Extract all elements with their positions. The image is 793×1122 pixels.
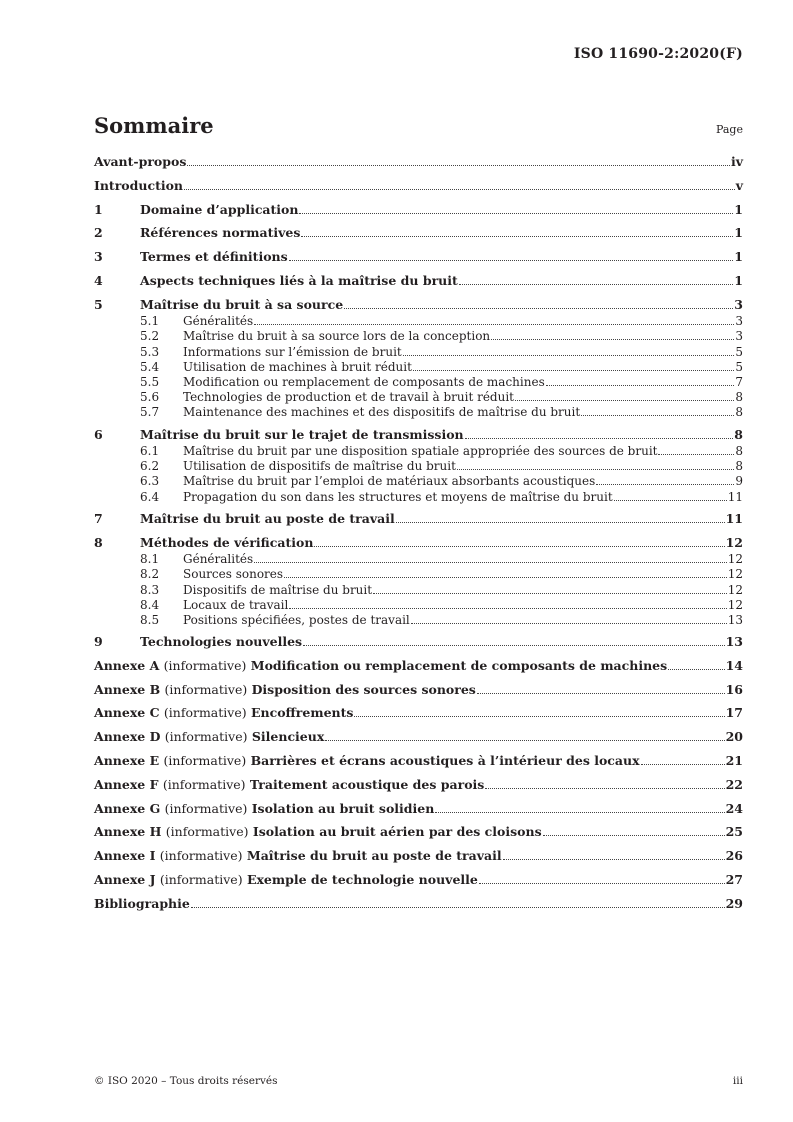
dot-leader — [301, 236, 733, 237]
dot-leader — [641, 764, 725, 765]
toc-section-4[interactable] — [94, 273, 743, 297]
annex-type: (informative) — [162, 776, 246, 792]
toc-section-7[interactable] — [94, 511, 743, 535]
annex-type: (informative) — [164, 681, 248, 697]
dot-leader — [543, 835, 725, 836]
subsection-number: 6.4 — [140, 489, 160, 504]
toc-subsection-6-4[interactable] — [94, 490, 743, 511]
subsection-page: 13 — [727, 612, 743, 627]
subsection-page: 9 — [735, 474, 743, 489]
section-title: Technologies nouvelles — [140, 634, 303, 650]
dot-leader — [254, 562, 727, 563]
toc-entry-page: iv — [730, 154, 743, 169]
toc-subsection-8-5[interactable] — [94, 613, 743, 634]
subsection-number: 6.1 — [140, 444, 160, 459]
dot-leader — [254, 324, 734, 325]
subsection-title: Utilisation de dispositifs de maîtrise du bruit — [183, 459, 456, 474]
section-title: Méthodes de vérification — [140, 534, 314, 550]
annex-name: Annexe G — [94, 800, 161, 816]
title-row — [94, 113, 743, 138]
subsection-page: 12 — [727, 582, 743, 597]
subsection-title: Généralités — [183, 314, 254, 329]
section-number: 4 — [94, 272, 103, 288]
section-number: 5 — [94, 296, 103, 312]
annex-label — [94, 753, 640, 768]
annex-page: 27 — [725, 872, 743, 888]
toc-entry-label: Introduction — [94, 177, 184, 193]
annex-name: Annexe J — [94, 872, 156, 888]
annex-name: Annexe B — [94, 681, 161, 697]
annex-page: 16 — [725, 681, 743, 697]
annex-name: Annexe D — [94, 729, 161, 745]
subsection-page: 12 — [727, 597, 743, 612]
annex-label — [94, 729, 324, 744]
toc-section-3[interactable] — [94, 249, 743, 273]
annex-name: Annexe H — [94, 824, 162, 840]
annex-label — [94, 848, 502, 863]
annex-name: Annexe E — [94, 753, 160, 769]
annex-label — [94, 777, 484, 792]
toc-subsection-5-7[interactable] — [94, 405, 743, 426]
subsection-number: 6.2 — [140, 459, 160, 474]
section-number: 9 — [94, 634, 103, 650]
subsection-page: 8 — [735, 459, 743, 474]
annex-name: Annexe F — [94, 776, 159, 792]
annex-type: (informative) — [159, 872, 243, 888]
toc-entry-label: Avant-propos — [94, 154, 187, 169]
annex-type: (informative) — [163, 657, 247, 673]
dot-leader — [344, 308, 733, 309]
subsection-title: Généralités — [183, 552, 254, 567]
annex-page: 14 — [725, 657, 743, 673]
subsection-page: 8 — [735, 390, 743, 405]
dot-leader — [668, 669, 724, 670]
toc-section-5[interactable] — [94, 297, 743, 315]
annex-label — [94, 705, 353, 720]
toc-section-8[interactable] — [94, 535, 743, 553]
annex-title: Modification ou remplacement de composants de machines — [250, 657, 668, 673]
toc-section-1[interactable] — [94, 202, 743, 226]
annex-name: Annexe C — [94, 705, 160, 721]
toc-entry[interactable] — [94, 154, 743, 178]
dot-leader — [581, 415, 734, 416]
toc-annex-f[interactable] — [94, 777, 743, 801]
dot-leader — [658, 454, 734, 455]
annex-page: 25 — [725, 824, 743, 840]
section-title: Maîtrise du bruit au poste de travail — [140, 510, 395, 526]
dot-leader — [325, 740, 724, 741]
subsection-title: Maîtrise du bruit par l’emploi de matériaux absorbants acoustiques — [183, 474, 596, 489]
toc-subsection-8-3[interactable] — [94, 583, 743, 598]
section-title: Maîtrise du bruit à sa source — [140, 296, 344, 312]
toc-annex-i[interactable] — [94, 848, 743, 872]
dot-leader — [457, 469, 734, 470]
toc-subsection-5-3[interactable] — [94, 345, 743, 360]
footer — [94, 1075, 743, 1087]
annex-title: Encoffrements — [250, 705, 354, 721]
section-title: Aspects techniques liés à la maîtrise du bruit — [140, 272, 458, 288]
dot-leader — [459, 284, 734, 285]
dot-leader — [411, 623, 727, 624]
section-page: 1 — [734, 201, 743, 217]
toc-subsection-6-2[interactable] — [94, 459, 743, 474]
toc-annex-g[interactable] — [94, 801, 743, 825]
page-title: Sommaire — [94, 113, 214, 138]
dot-leader — [479, 883, 725, 884]
dot-leader — [373, 593, 727, 594]
subsection-title: Locaux de travail — [183, 597, 289, 612]
toc-subsection-5-5[interactable] — [94, 375, 743, 390]
toc-annex-d[interactable] — [94, 729, 743, 753]
dot-leader — [284, 577, 727, 578]
dot-leader — [289, 608, 726, 609]
subsection-page: 8 — [735, 405, 743, 420]
toc-subsection-8-4[interactable] — [94, 598, 743, 613]
annex-title: Barrières et écrans acoustiques à l’intérieur des locaux — [250, 753, 640, 769]
dot-leader — [396, 522, 725, 523]
subsection-page: 3 — [735, 329, 743, 344]
toc-annex-b[interactable] — [94, 682, 743, 706]
annex-page: 26 — [725, 848, 743, 864]
subsection-number: 8.4 — [140, 597, 160, 612]
subsection-title: Maîtrise du bruit à sa source lors de la conception — [183, 329, 491, 344]
toc-section-6[interactable] — [94, 427, 743, 445]
toc-annex-e[interactable] — [94, 753, 743, 777]
dot-leader — [191, 907, 725, 908]
dot-leader — [289, 260, 734, 261]
section-page: 1 — [734, 225, 743, 241]
annex-title: Isolation au bruit aérien par des cloisons — [252, 824, 542, 840]
section-number: 8 — [94, 534, 103, 550]
subsection-page: 11 — [727, 489, 743, 504]
section-page: 13 — [725, 634, 743, 650]
section-page: 3 — [734, 296, 743, 312]
subsection-number: 8.3 — [140, 582, 160, 597]
subsection-number: 5.6 — [140, 390, 160, 405]
annex-type: (informative) — [163, 705, 247, 721]
annex-type: (informative) — [165, 824, 249, 840]
annex-title: Silencieux — [251, 729, 325, 745]
toc-annex-c[interactable] — [94, 705, 743, 729]
subsection-title: Technologies de production et de travail à bruit réduit — [183, 390, 515, 405]
toc-subsection-5-1[interactable] — [94, 314, 743, 329]
dot-leader — [435, 812, 724, 813]
dot-leader — [546, 385, 735, 386]
dot-leader — [413, 370, 734, 371]
subsection-page: 12 — [727, 552, 743, 567]
subsection-title: Dispositifs de maîtrise du bruit — [183, 582, 373, 597]
dot-leader — [614, 500, 727, 501]
dot-leader — [465, 438, 734, 439]
section-number: 6 — [94, 426, 103, 442]
section-number: 1 — [94, 201, 103, 217]
annex-name: Annexe A — [94, 657, 160, 673]
annex-label — [94, 682, 476, 697]
dot-leader — [403, 355, 735, 356]
footer-page-number: iii — [732, 1075, 743, 1087]
annex-type: (informative) — [164, 800, 248, 816]
toc-subsection-8-2[interactable] — [94, 567, 743, 582]
dot-leader — [354, 716, 724, 717]
section-title: Références normatives — [140, 225, 301, 241]
annex-label — [94, 801, 434, 816]
annex-page: 17 — [725, 705, 743, 721]
annex-title: Traitement acoustique des parois — [249, 776, 485, 792]
annex-title: Disposition des sources sonores — [251, 681, 476, 697]
document-identifier: ISO 11690-2:2020(F) — [573, 46, 743, 62]
subsection-number: 8.1 — [140, 552, 160, 567]
toc-subsection-8-1[interactable] — [94, 552, 743, 567]
subsection-title: Informations sur l’émission de bruit — [183, 344, 402, 359]
annex-page: 21 — [725, 753, 743, 769]
section-number: 7 — [94, 510, 103, 526]
subsection-title: Propagation du son dans les structures et moyens de maîtrise du bruit — [183, 489, 613, 504]
toc-annex-h[interactable] — [94, 824, 743, 848]
section-title: Maîtrise du bruit sur le trajet de transmission — [140, 426, 464, 442]
annex-label — [94, 872, 478, 887]
subsection-title: Modification ou remplacement de composants de machines — [183, 375, 545, 390]
table-of-contents — [94, 154, 743, 920]
annex-type: (informative) — [159, 848, 243, 864]
annex-page: 24 — [725, 800, 743, 816]
toc-entry-label: Bibliographie — [94, 895, 190, 911]
toc-subsection-5-2[interactable] — [94, 329, 743, 344]
section-number: 3 — [94, 249, 103, 265]
subsection-number: 8.2 — [140, 567, 160, 582]
subsection-page: 3 — [735, 314, 743, 329]
subsection-page: 5 — [735, 344, 743, 359]
subsection-title: Maintenance des machines et des dispositifs de maîtrise du bruit — [183, 405, 581, 420]
copyright-notice: © ISO 2020 – Tous droits réservés — [94, 1075, 278, 1087]
annex-title: Exemple de technologie nouvelle — [246, 872, 478, 888]
section-page: 11 — [725, 510, 743, 526]
dot-leader — [314, 546, 724, 547]
subsection-number: 5.7 — [140, 405, 160, 420]
subsection-page: 5 — [735, 359, 743, 374]
page-column-label: Page — [715, 123, 743, 136]
section-page: 1 — [734, 249, 743, 265]
dot-leader — [485, 788, 724, 789]
dot-leader — [596, 484, 734, 485]
toc-subsection-5-4[interactable] — [94, 360, 743, 375]
subsection-page: 7 — [735, 375, 743, 390]
toc-subsection-5-6[interactable] — [94, 390, 743, 405]
subsection-number: 5.4 — [140, 359, 160, 374]
toc-section-9[interactable] — [94, 634, 743, 658]
annex-title: Isolation au bruit solidien — [251, 800, 435, 816]
annex-name: Annexe I — [94, 848, 156, 864]
section-page: 8 — [734, 426, 743, 442]
toc-entry[interactable] — [94, 896, 743, 920]
subsection-page: 12 — [727, 567, 743, 582]
toc-entry[interactable] — [94, 178, 743, 202]
subsection-number: 5.5 — [140, 375, 160, 390]
annex-title: Maîtrise du bruit au poste de travail — [246, 848, 502, 864]
subsection-page: 8 — [735, 444, 743, 459]
dot-leader — [299, 213, 733, 214]
section-title: Termes et définitions — [140, 249, 288, 265]
dot-leader — [477, 693, 725, 694]
subsection-title: Positions spécifiées, postes de travail — [183, 612, 410, 627]
subsection-number: 5.1 — [140, 314, 160, 329]
subsection-number: 5.3 — [140, 344, 160, 359]
toc-entry-page: v — [735, 177, 743, 193]
subsection-title: Sources sonores — [183, 567, 284, 582]
dot-leader — [303, 645, 725, 646]
dot-leader — [184, 189, 735, 190]
subsection-title: Utilisation de machines à bruit réduit — [183, 359, 412, 374]
annex-type: (informative) — [163, 753, 247, 769]
section-title: Domaine d’application — [140, 201, 299, 217]
section-page: 1 — [734, 272, 743, 288]
subsection-number: 5.2 — [140, 329, 160, 344]
subsection-number: 6.3 — [140, 474, 160, 489]
subsection-title: Maîtrise du bruit par une disposition spatiale appropriée des sources de bruit — [183, 444, 658, 459]
dot-leader — [503, 859, 725, 860]
dot-leader — [187, 165, 730, 166]
toc-annex-a[interactable] — [94, 658, 743, 682]
subsection-number: 8.5 — [140, 612, 160, 627]
section-number: 2 — [94, 225, 103, 241]
toc-subsection-6-3[interactable] — [94, 474, 743, 489]
toc-entry-page: 29 — [725, 895, 743, 911]
dot-leader — [491, 339, 734, 340]
dot-leader — [515, 400, 734, 401]
annex-label — [94, 658, 667, 673]
annex-label — [94, 824, 542, 839]
section-page: 12 — [725, 534, 743, 550]
toc-annex-j[interactable] — [94, 872, 743, 896]
annex-page: 20 — [725, 729, 743, 745]
annex-page: 22 — [725, 776, 743, 792]
toc-section-2[interactable] — [94, 225, 743, 249]
annex-type: (informative) — [164, 729, 248, 745]
toc-subsection-6-1[interactable] — [94, 444, 743, 459]
